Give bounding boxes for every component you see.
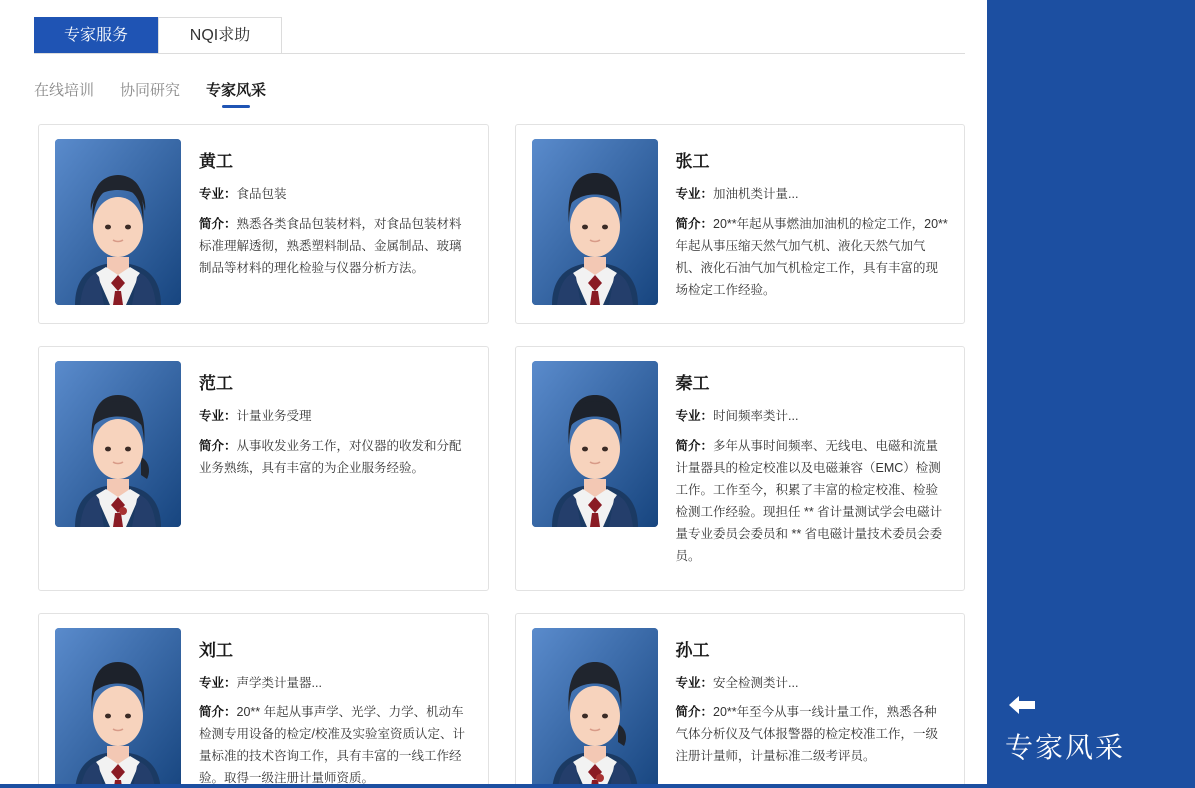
expert-intro-row (199, 702, 472, 788)
intro-label: 简介： (199, 216, 237, 231)
major-value: 时间频率类计... (713, 409, 799, 424)
avatar (532, 628, 658, 788)
intro-label: 简介： (675, 216, 714, 231)
intro-value: 20** 年起从事声学、光学、力学、机动车检测专用设备的检定/校准及实验室资质认定、计量标准的技术咨询工作，具有丰富的一线工作经验。取得一级注册计量师资质。 (199, 705, 465, 785)
expert-card[interactable] (38, 346, 489, 590)
intro-value: 熟悉各类食品包装材料，对食品包装材料标准理解透彻，熟悉塑料制品、金属制品、玻璃制品等材料的理化检验与仪器分析方法。 (199, 216, 462, 275)
expert-info (676, 628, 949, 788)
major-value: 食品包装 (236, 187, 287, 201)
sub-tab-bar (34, 78, 987, 108)
expert-card[interactable] (515, 613, 966, 788)
expert-card[interactable] (515, 124, 966, 324)
major-label: 专业： (199, 409, 237, 424)
intro-value: 从事收发业务工作，对仪器的收发和分配业务熟练，具有丰富的为企业服务经验。 (199, 439, 462, 476)
expert-card[interactable] (38, 613, 489, 788)
expert-major-row (676, 184, 949, 206)
expert-major-row (199, 184, 472, 206)
avatar (55, 628, 181, 788)
expert-info (199, 628, 472, 788)
expert-intro-row (199, 214, 472, 280)
arrow-left-icon[interactable] (1007, 694, 1037, 716)
subtab-expert-showcase[interactable]: 专家风采 (206, 79, 266, 108)
expert-intro-row (676, 214, 949, 302)
major-label: 专业： (675, 409, 714, 424)
intro-label: 简介： (199, 439, 237, 454)
top-tab-bar (34, 18, 965, 54)
avatar (55, 139, 181, 305)
avatar (532, 139, 658, 305)
tab-expert-service[interactable]: 专家服务 (34, 17, 158, 53)
expert-card-grid (38, 124, 965, 788)
expert-name: 范工 (199, 374, 233, 394)
major-value: 加油机类计量... (713, 187, 799, 201)
subtab-collaborative-research[interactable]: 协同研究 (120, 81, 181, 99)
expert-info (199, 139, 472, 309)
expert-major-row (199, 406, 472, 428)
intro-value: 多年从事时间频率、无线电、电磁和流量计量器具的检定校准以及电磁兼容（EMC）检测工作。工作至今，积累了丰富的检定校准、检验检测工作经验。现担任 ** 省计量测试学会电磁计量专业委员会委员和 ** 省电磁计量技术委员会委员。 (675, 439, 943, 563)
expert-major-row (199, 673, 472, 695)
intro-value: 20**年至今从事一线计量工作，熟悉各种气体分析仪及气体报警器的检定校准工作，一级注册计量师，计量标准二级考评员。 (675, 705, 939, 764)
intro-label: 简介： (675, 705, 714, 720)
expert-name: 黄工 (199, 152, 233, 171)
right-rail (991, 0, 1195, 788)
intro-label: 简介： (675, 439, 714, 454)
expert-intro-row (199, 436, 472, 480)
rail-title: 专家风采 (1005, 732, 1126, 763)
major-value: 安全检测类计... (713, 675, 799, 690)
expert-card[interactable] (38, 124, 489, 324)
expert-name: 刘工 (199, 640, 233, 660)
major-value: 计量业务受理 (236, 409, 312, 424)
expert-major-row (676, 406, 949, 428)
intro-value: 20**年起从事燃油加油机的检定工作，20**年起从事压缩天然气加气机、液化天然气加气机、液化石油气加气机检定工作，具有丰富的现场检定工作经验。 (675, 216, 948, 297)
expert-major-row (676, 673, 949, 695)
expert-name: 孙工 (675, 640, 710, 660)
expert-intro-row (676, 702, 949, 768)
major-label: 专业： (199, 187, 237, 201)
expert-intro-row (676, 436, 949, 567)
major-value: 声学类计量器... (236, 675, 322, 690)
expert-info (676, 139, 949, 309)
intro-label: 简介： (199, 705, 237, 720)
expert-name: 秦工 (675, 374, 710, 394)
expert-info (676, 361, 949, 575)
expert-name: 张工 (675, 152, 710, 171)
tab-nqi-help[interactable]: NQI求助 (158, 17, 282, 53)
major-label: 专业： (675, 675, 714, 690)
avatar (55, 361, 181, 527)
expert-card[interactable] (515, 346, 966, 590)
expert-info (199, 361, 472, 575)
major-label: 专业： (675, 187, 714, 201)
major-label: 专业： (199, 675, 237, 690)
subtab-online-training[interactable]: 在线培训 (34, 81, 95, 99)
avatar (532, 361, 658, 527)
